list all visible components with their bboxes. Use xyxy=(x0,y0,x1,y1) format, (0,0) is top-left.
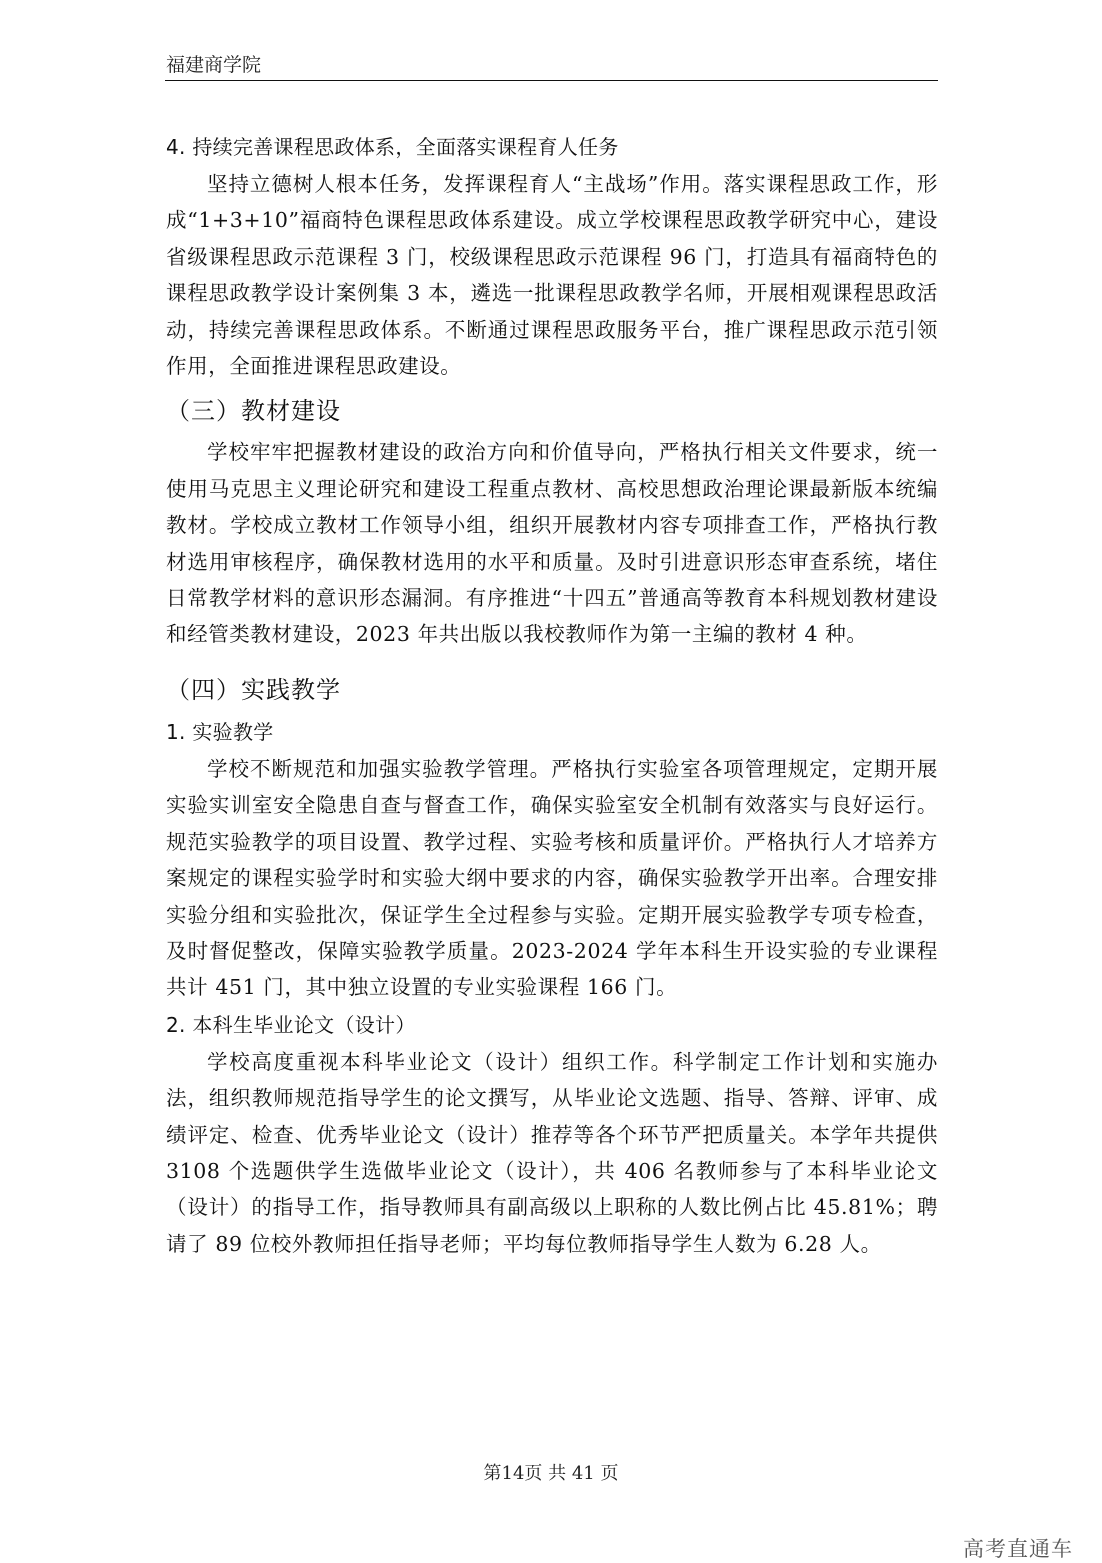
page-number: 第14页 共 41 页 xyxy=(483,1463,619,1484)
paragraph-experiment: 学校不断规范和加强实验教学管理。严格执行实验室各项管理规定，定期开展实验实训室安全隐患自查与督查工作，确保实验室安全机制有效落实与良好运行。规范实验教学的项目设置、教学过程、实验考核和质量评价。严格执行人才培养方案规定的课程实验学时和实验大纲中要求的内容，确保实验教学开出率。合理安排实验分组和实验批次，保证学生全过程参与实验。定期开展实验教学专项专检查，及时督促整改，保障实验教学质量。2023-2024 学年本科生开设实验的专业课程共计 451 门，其中独立设置的专业实验课程 166 门。 xyxy=(166,756,938,1000)
paragraph-curriculum-ideology: 坚持立德树人根本任务，发挥课程育人“主战场”作用。落实课程思政工作，形成“1+3+10”福商特色课程思政体系建设。成立学校课程思政教学研究中心，建设省级课程思政示范课程 3 门，校级课程思政示范课程 96 门，打造具有福商特色的课程思政教学设计案例集 3 本，遴选一批课程思政教学名师，开展相观课程思政活动，持续完善课程思政体系。不断通过课程思政服务平台，推广课程思政示范引领作用，全面推进课程思政建设。 xyxy=(166,172,938,379)
header-divider xyxy=(165,80,938,81)
paragraph-thesis: 学校高度重视本科毕业论文（设计）组织工作。科学制定工作计划和实施办法，组织教师规范指导学生的论文撰写，从毕业论文选题、指导、答辩、评审、成绩评定、检查、优秀毕业论文（设计）推荐等各个环节严把质量关。本学年共提供 3108 个选题供学生选做毕业论文（设计），共 406 名教师参与了本科毕业论文（设计）的指导工作，指导教师具有副高级以上职称的人数比例占比 45.81%；聘请了 89 位校外教师担任指导老师；平均每位教师指导学生人数为 6.28 人。 xyxy=(166,1049,938,1256)
header-title: 福建商学院 xyxy=(166,54,262,76)
section-heading-textbook: （三）教材建设 xyxy=(166,397,341,426)
section-heading-curriculum-ideology: 4. 持续完善课程思政体系，全面落实课程育人任务 xyxy=(166,135,619,159)
paragraph-textbook: 学校牢牢把握教材建设的政治方向和价值导向，严格执行相关文件要求，统一使用马克思主义理论研究和建设工程重点教材、高校思想政治理论课最新版本统编教材。学校成立教材工作领导小组，组织开展教材内容专项排查工作，严格执行教材选用审核程序，确保教材选用的水平和质量。及时引进意识形态审查系统，堵住日常教学材料的意识形态漏洞。有序推进“十四五”普通高等教育本科规划教材建设和经管类教材建设，2023 年共出版以我校教师作为第一主编的教材 4 种。 xyxy=(166,440,938,647)
document-body xyxy=(166,128,938,1262)
watermark-text: 高考直通车 xyxy=(963,1537,1073,1561)
subsection-heading-thesis: 2. 本科生毕业论文（设计） xyxy=(166,1012,416,1037)
section-heading-practice: （四）实践教学 xyxy=(166,675,341,704)
subsection-heading-experiment: 1. 实验教学 xyxy=(166,719,274,744)
